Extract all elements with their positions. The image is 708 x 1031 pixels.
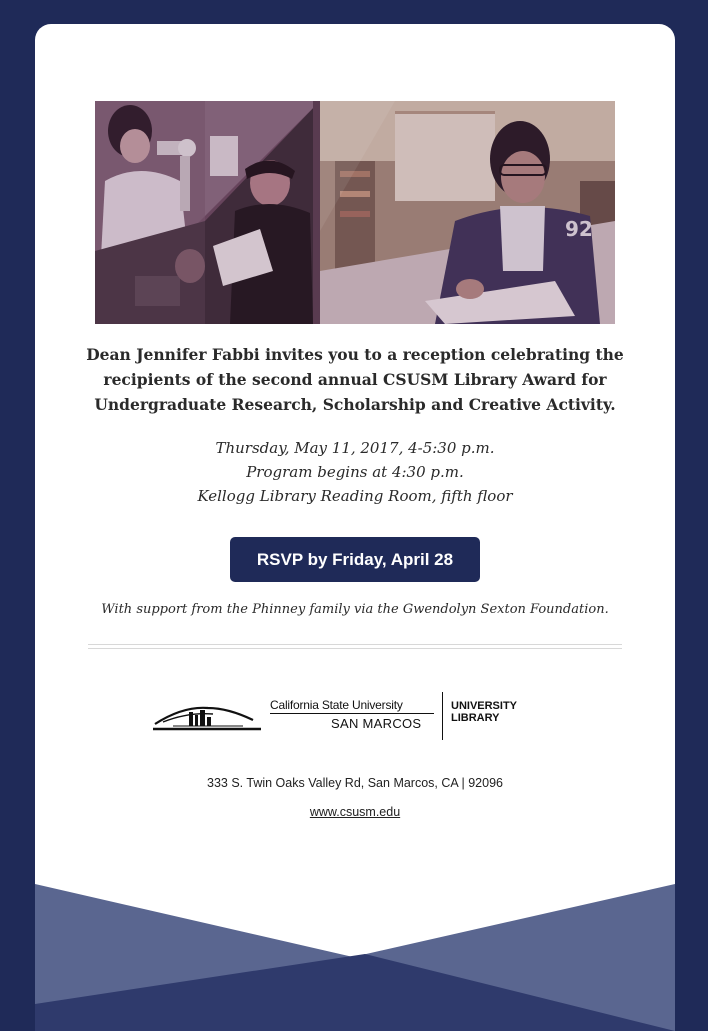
- support-text: With support from the Phinney family via the Gwendolyn Sexton Foundation.: [101, 602, 609, 617]
- svg-text:92: 92: [565, 217, 593, 241]
- invitation-text: Dean Jennifer Fabbi invites you to a reception celebrating the recipients of the second annual CSUSM Library Award for Undergraduate Research, Scholarship and Creative Activity.: [86, 345, 624, 414]
- event-location: Kellogg Library Reading Room, fifth floor: [197, 487, 513, 505]
- email-card: [35, 24, 675, 1031]
- hero-photo-collage: [95, 101, 615, 324]
- logo-underline: [270, 713, 434, 714]
- campus-silhouette-icon: [153, 698, 261, 732]
- logo-campus-name: SAN MARCOS: [331, 716, 422, 731]
- website-link[interactable]: www.csusm.edu: [309, 805, 401, 819]
- logo-library-line2: LIBRARY: [451, 712, 500, 724]
- logo-separator: [442, 692, 443, 740]
- divider: [88, 644, 622, 645]
- event-date-time: Thursday, May 11, 2017, 4-5:30 p.m.: [215, 439, 495, 457]
- csusm-library-logo: [153, 692, 533, 744]
- logo-university-name: California State University: [270, 698, 403, 712]
- website-line: [55, 805, 655, 819]
- event-program-time: Program begins at 4:30 p.m.: [246, 463, 464, 481]
- rsvp-button[interactable]: RSVP by Friday, April 28: [230, 537, 480, 582]
- footer-graphic: [35, 884, 675, 1031]
- logo-library-line1: UNIVERSITY: [451, 700, 518, 712]
- address: 333 S. Twin Oaks Valley Rd, San Marcos, CA | 92096: [207, 776, 503, 790]
- event-details: [55, 436, 655, 508]
- logo-library-name: [451, 700, 517, 724]
- divider: [88, 648, 622, 649]
